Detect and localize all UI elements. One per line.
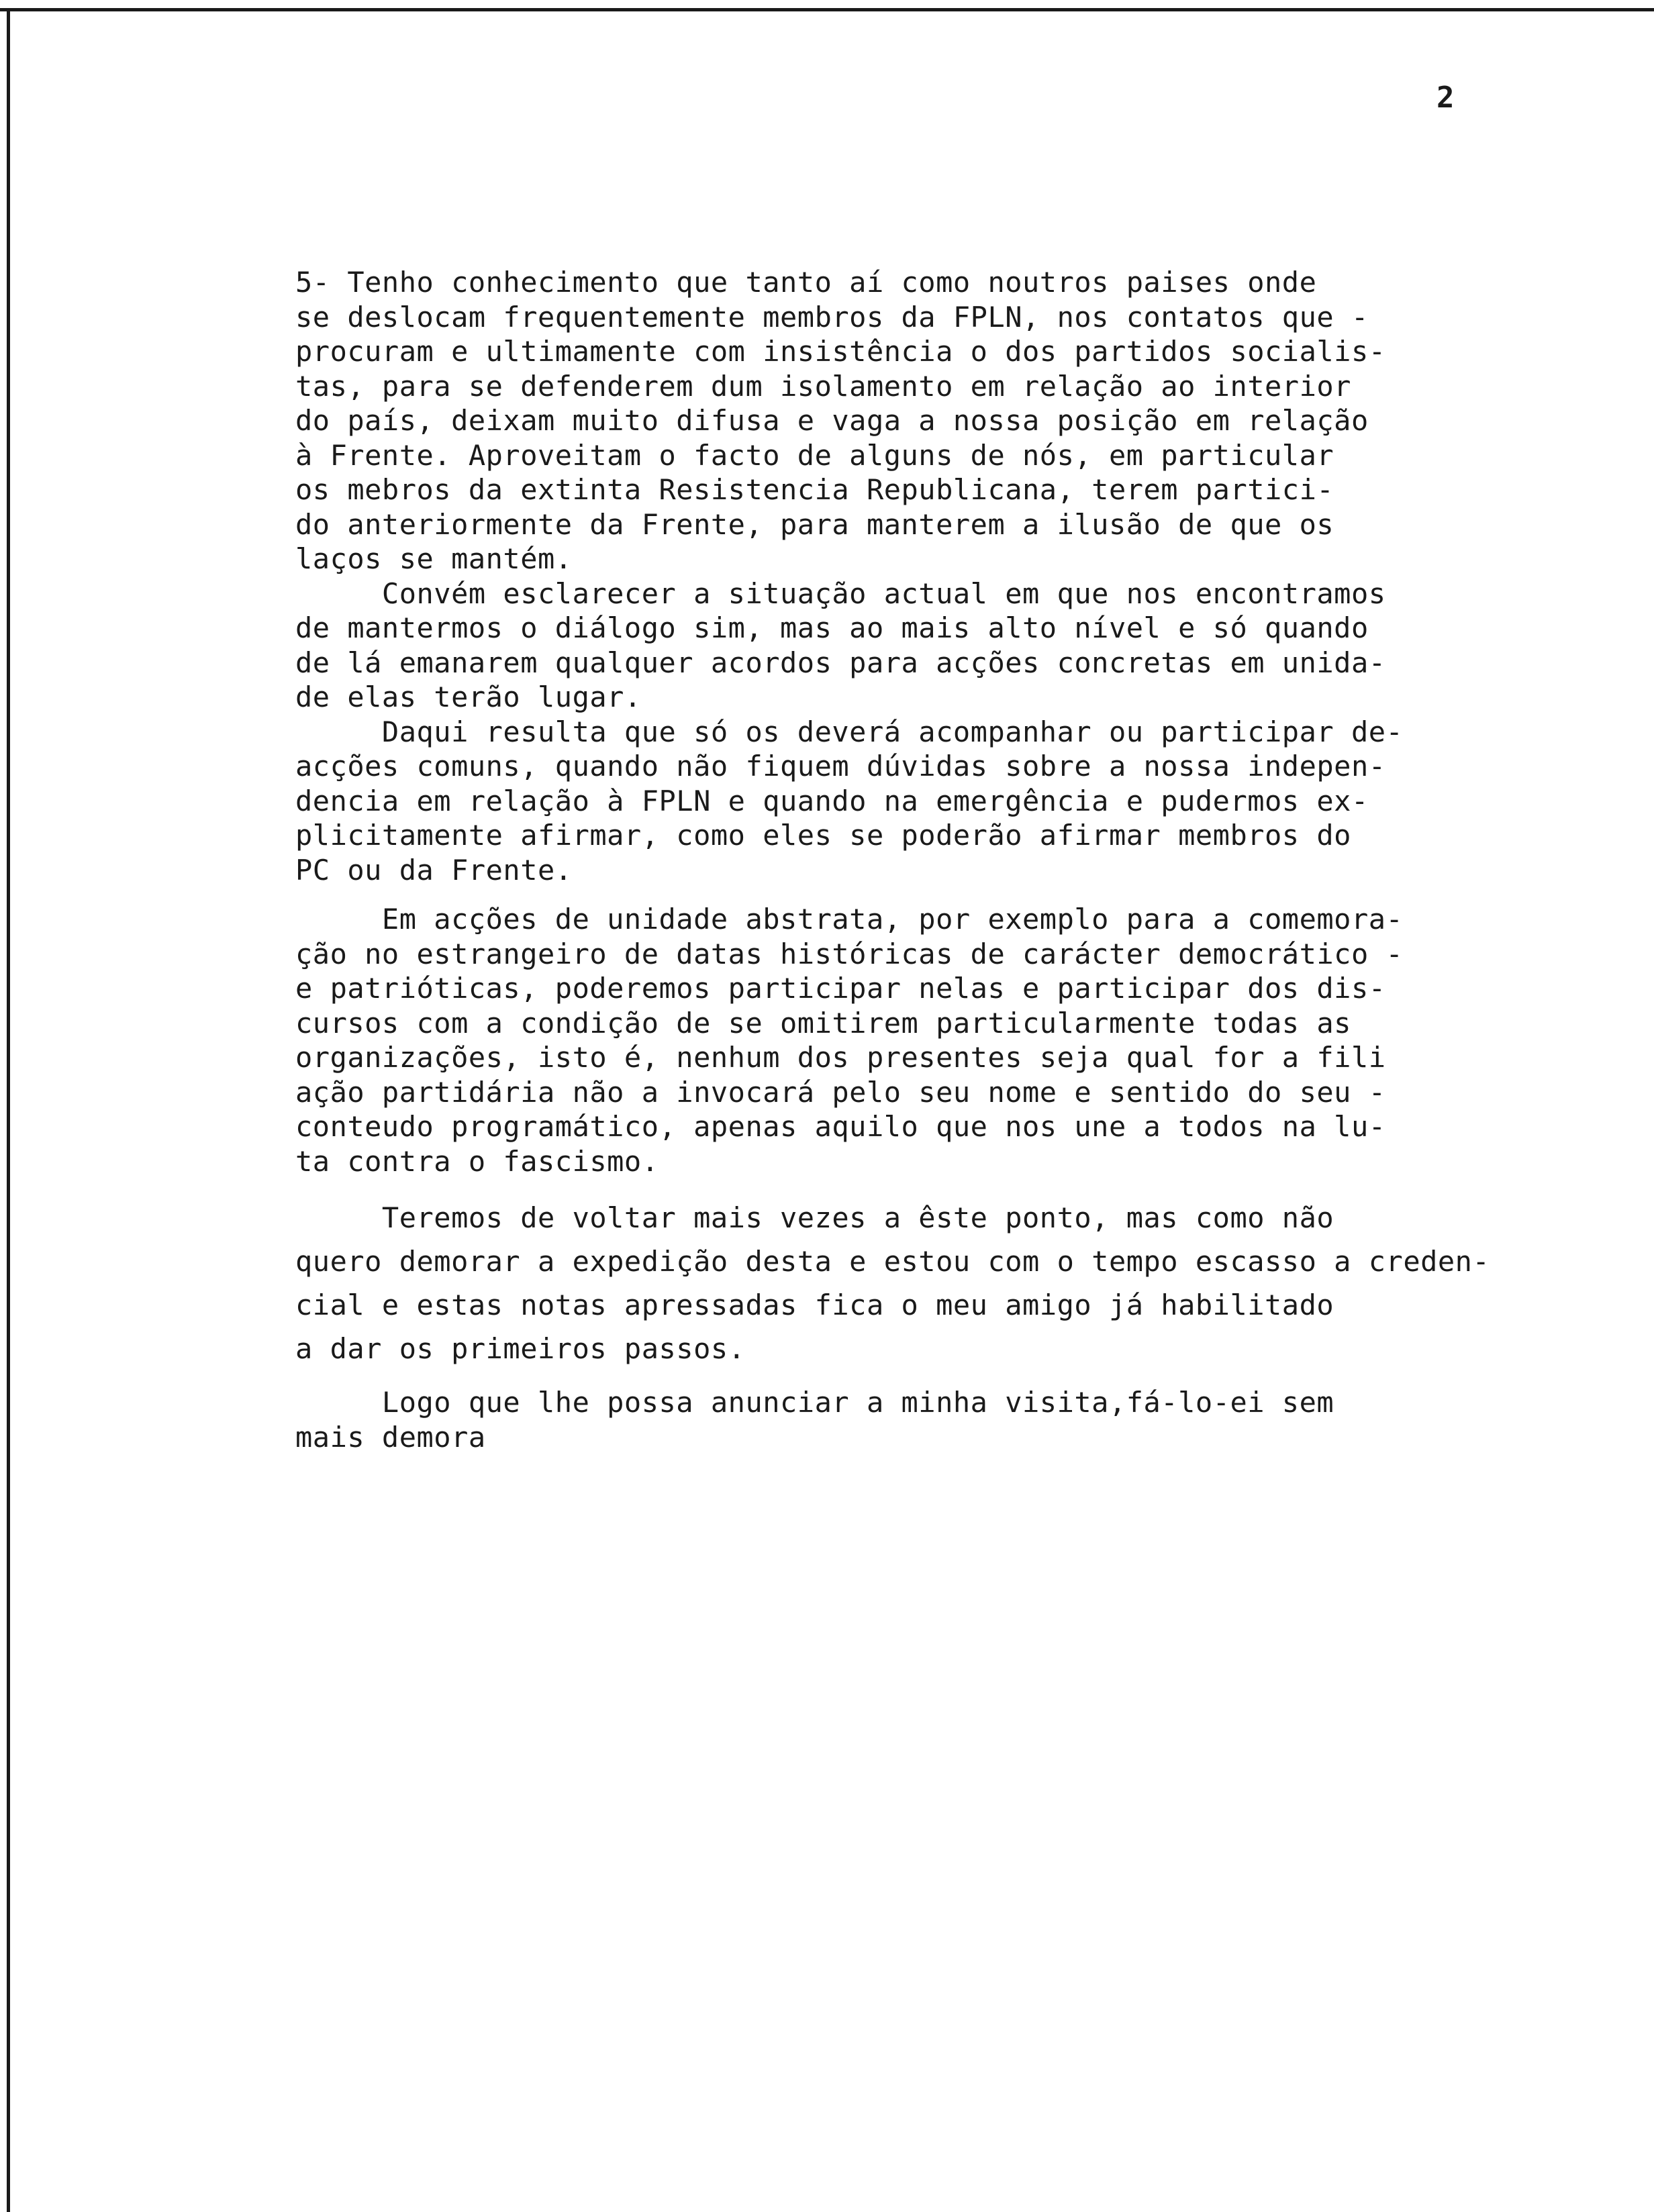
text-line: quero demorar a expedição desta e estou com o tempo escasso a creden- (295, 1245, 1490, 1278)
page-top-edge (0, 8, 1654, 11)
text-line: se deslocam frequentemente membros da FPLN, nos contatos que - (295, 300, 1369, 334)
text-line: de mantermos o diálogo sim, mas ao mais alto nível e só quando (295, 611, 1369, 644)
paragraph-gap (295, 887, 1584, 902)
text-line: Daqui resulta que só os deverá acompanhar ou participar de- (295, 715, 1404, 748)
text-line: PC ou da Frente. (295, 853, 573, 887)
text-line: 5- Tenho conhecimento que tanto aí como noutros paises onde (295, 266, 1317, 299)
text-line: de lá emanarem qualquer acordos para acções concretas em unida- (295, 646, 1386, 679)
text-line: organizações, isto é, nenhum dos presentes seja qual for a fili (295, 1041, 1386, 1074)
text-line: plicitamente afirmar, como eles se poderão afirmar membros do (295, 819, 1351, 852)
page-left-edge (7, 8, 10, 2212)
text-line: dencia em relação à FPLN e quando na emergência e pudermos ex- (295, 784, 1369, 817)
text-line: e patrióticas, poderemos participar nelas e participar dos dis- (295, 972, 1386, 1005)
text-line: conteudo programático, apenas aquilo que nos une a todos na lu- (295, 1110, 1386, 1143)
text-line: Em acções de unidade abstrata, por exemplo para a comemora- (295, 903, 1404, 936)
text-line: mais demora (295, 1420, 486, 1454)
paragraph-3 (295, 715, 1584, 888)
text-line: acções comuns, quando não fiquem dúvidas sobre a nossa indepen- (295, 750, 1386, 783)
paragraph-gap (295, 1178, 1584, 1196)
text-line: Convém esclarecer a situação actual em que nos encontramos (295, 576, 1386, 610)
text-line: tas, para se defenderem dum isolamento em relação ao interior (295, 369, 1351, 403)
paragraph-2 (295, 576, 1584, 715)
page-number: 2 (1437, 81, 1455, 115)
letter-body (295, 265, 1584, 1454)
text-line: ta contra o fascismo. (295, 1144, 659, 1178)
text-line: laços se mantém. (295, 542, 573, 575)
text-line: cial e estas notas apressadas fica o meu amigo já habilitado (295, 1289, 1334, 1321)
text-line: do anteriormente da Frente, para manterem a ilusão de que os (295, 507, 1334, 541)
text-line: ação partidária não a invocará pelo seu nome e sentido do seu - (295, 1075, 1386, 1109)
text-line: a dar os primeiros passos. (295, 1332, 746, 1365)
text-line: cursos com a condição de se omitirem particularmente todas as (295, 1006, 1351, 1040)
text-line: de elas terão lugar. (295, 681, 642, 713)
text-line: os mebros da extinta Resistencia Republicana, terem partici- (295, 473, 1334, 506)
paragraph-1 (295, 265, 1584, 576)
text-line: procuram e ultimamente com insistência o dos partidos socialis- (295, 335, 1386, 368)
text-line: Logo que lhe possa anunciar a minha visita,fá-lo-ei sem (295, 1386, 1334, 1419)
paragraph-5 (295, 1196, 1584, 1370)
paragraph-gap (295, 1370, 1584, 1385)
paragraph-4 (295, 902, 1584, 1178)
text-line: à Frente. Aproveitam o facto de alguns de nós, em particular (295, 438, 1334, 472)
paragraph-6 (295, 1385, 1584, 1454)
text-line: ção no estrangeiro de datas históricas de carácter democrático - (295, 937, 1404, 970)
text-line: do país, deixam muito difusa e vaga a nossa posição em relação (295, 404, 1369, 437)
text-line: Teremos de voltar mais vezes a êste ponto, mas como não (295, 1201, 1334, 1234)
